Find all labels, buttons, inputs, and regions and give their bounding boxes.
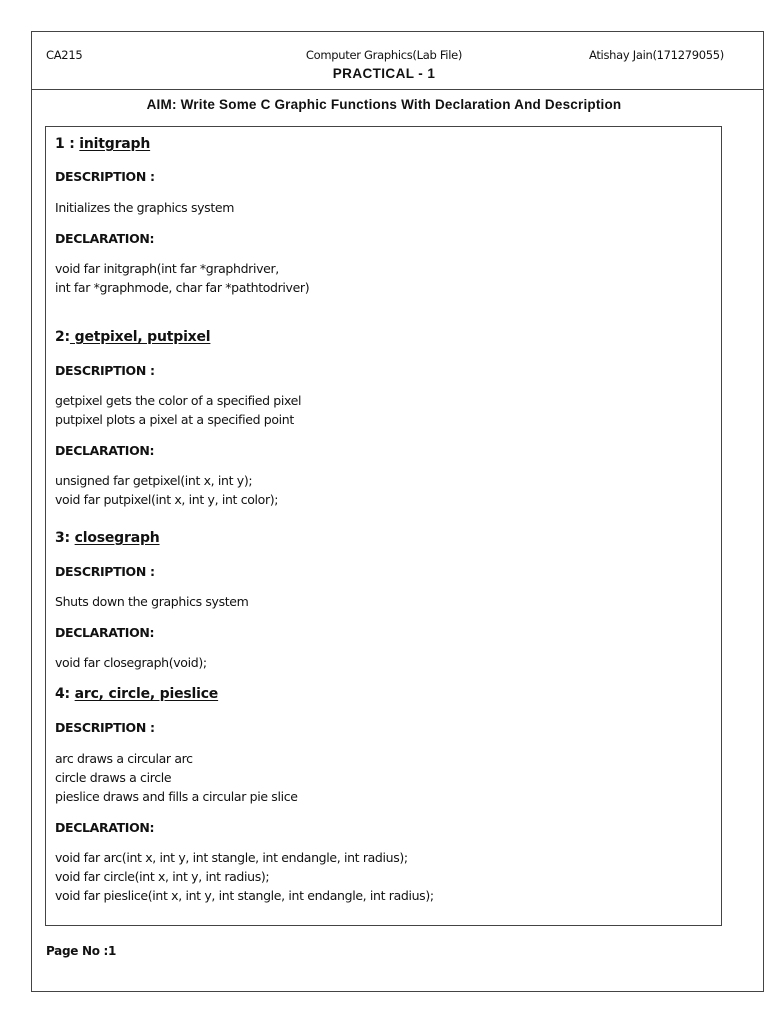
- section-2-name: getpixel, putpixel: [69, 329, 211, 345]
- section-2-number: 2:: [55, 329, 70, 345]
- section-1-name: initgraph: [79, 136, 151, 152]
- section-3-description-label: DESCRIPTION :: [55, 564, 155, 579]
- section-4-description-line-3: pieslice draws and fills a circular pie slice: [55, 789, 298, 804]
- section-4-description-label: DESCRIPTION :: [55, 720, 155, 735]
- course-code: CA215: [46, 48, 83, 62]
- section-1-declaration-line-1: void far initgraph(int far *graphdriver,: [55, 261, 279, 276]
- section-1-declaration-line-2: int far *graphmode, char far *pathtodriver): [55, 280, 310, 295]
- practical-title: PRACTICAL - 1: [332, 66, 436, 81]
- section-2-heading: [55, 329, 210, 345]
- section-4-declaration-line-1: void far arc(int x, int y, int stangle, int endangle, int radius);: [55, 850, 408, 865]
- section-2-description-line-2: putpixel plots a pixel at a specified point: [55, 412, 294, 427]
- section-1-description-label: DESCRIPTION :: [55, 169, 155, 184]
- section-2-declaration-line-1: unsigned far getpixel(int x, int y);: [55, 473, 253, 488]
- section-4-number: 4:: [55, 686, 75, 702]
- aim-heading: AIM: Write Some C Graphic Functions With Declaration And Description: [146, 97, 622, 112]
- content-box: [45, 126, 722, 926]
- section-2-declaration-label: DECLARATION:: [55, 443, 155, 458]
- section-2-description-line-1: getpixel gets the color of a specified pixel: [55, 393, 302, 408]
- section-2-declaration-line-2: void far putpixel(int x, int y, int color);: [55, 492, 279, 507]
- section-4-heading: [55, 686, 218, 702]
- page-number: Page No :1: [46, 944, 117, 958]
- section-3-heading: [55, 530, 160, 546]
- section-4-name: arc, circle, pieslice: [74, 686, 219, 702]
- section-1-declaration-label: DECLARATION:: [55, 231, 155, 246]
- section-3-number: 3:: [55, 530, 75, 546]
- section-4-declaration-line-2: void far circle(int x, int y, int radius);: [55, 869, 270, 884]
- header-divider: [31, 89, 764, 90]
- section-3-description-line-1: Shuts down the graphics system: [55, 594, 249, 609]
- section-1-number: 1 :: [55, 136, 80, 152]
- section-3-name: closegraph: [74, 530, 160, 546]
- section-3-declaration-line-1: void far closegraph(void);: [55, 655, 207, 670]
- subject-title: Computer Graphics(Lab File): [305, 48, 463, 62]
- section-1-description-line-1: Initializes the graphics system: [55, 200, 235, 215]
- section-4-declaration-line-3: void far pieslice(int x, int y, int stangle, int endangle, int radius);: [55, 888, 434, 903]
- section-4-description-line-2: circle draws a circle: [55, 770, 172, 785]
- author-name: Atishay Jain(171279055): [588, 48, 724, 62]
- section-2-description-label: DESCRIPTION :: [55, 363, 155, 378]
- section-1-heading: [55, 136, 150, 152]
- section-4-description-line-1: arc draws a circular arc: [55, 751, 193, 766]
- section-3-declaration-label: DECLARATION:: [55, 625, 155, 640]
- section-4-declaration-label: DECLARATION:: [55, 820, 155, 835]
